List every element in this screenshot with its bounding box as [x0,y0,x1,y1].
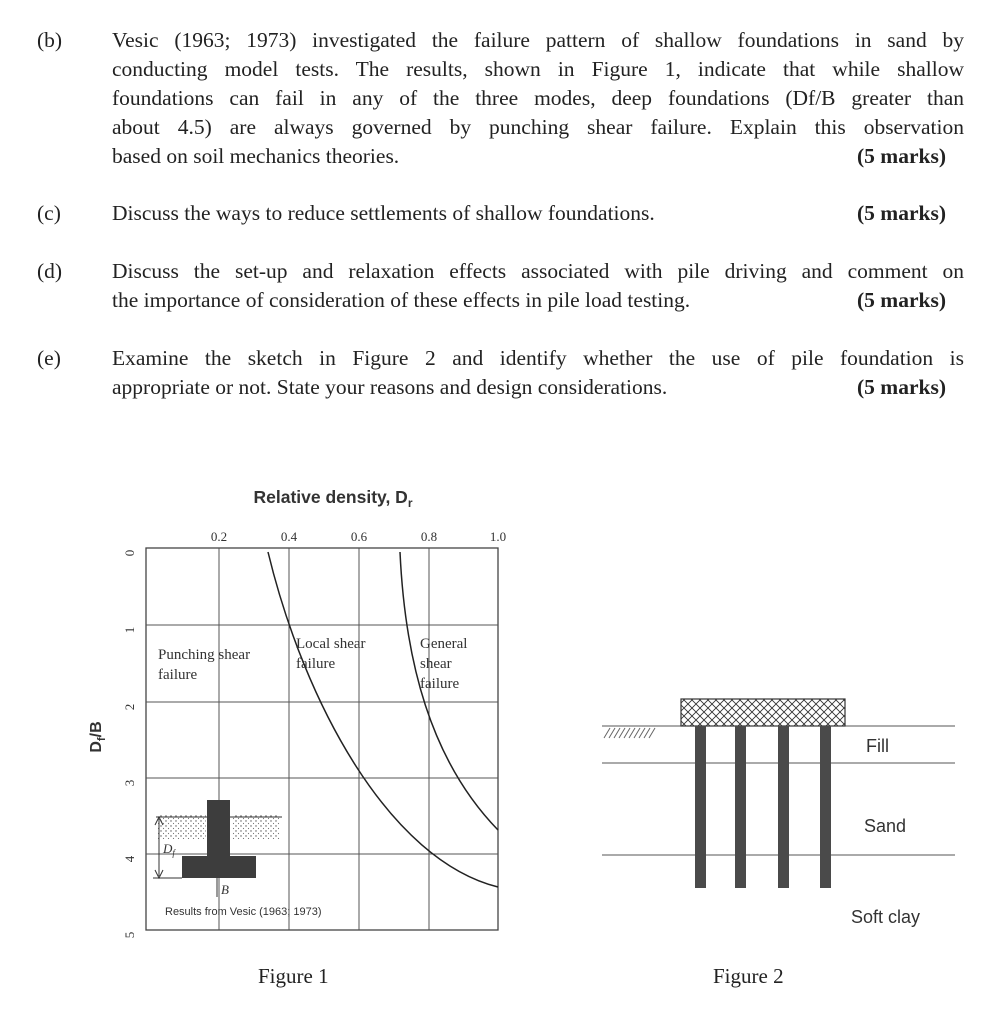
region-label-general: shear [420,656,452,672]
question-label: (b) [37,28,63,52]
pile-cap [681,699,845,726]
marks-badge: (5 marks) [857,375,946,399]
question-text-line: the importance of consideration of these effects in pile load testing. [112,288,691,312]
x-tick-label: 0.4 [280,529,298,544]
layer-label-sand: Sand [864,816,907,836]
x-tick-label: 0.8 [420,529,438,544]
question-text-line: about 4.5) are always governed by punching shear failure. Explain this observation [112,115,964,139]
footing-column [207,800,230,860]
y-tick-label: 2 [122,703,137,711]
layer-labels [851,736,920,927]
pile [778,726,789,888]
question-text-line: conducting model tests. The results, shown in Figure 1, indicate that while shallow [112,57,964,81]
question-text-line: appropriate or not. State your reasons and design considerations. [112,375,668,399]
question-text-line: Examine the sketch in Figure 2 and identify whether the use of pile foundation is [112,346,964,370]
pile [820,726,831,888]
figure-1-ylabel: $D_f/B$ [88,721,108,753]
figure-1-caption: Figure 1 [258,964,329,988]
figure-2-caption: Figure 2 [713,964,784,988]
footing-inset [153,800,282,897]
soil-surface-right [232,815,280,839]
x-tick-labels [211,529,506,544]
question-label: (d) [37,259,63,283]
marks-badge: (5 marks) [857,201,946,225]
question-text-line: based on soil mechanics theories. [112,144,400,168]
pile [735,726,746,888]
region-label-punching: failure [158,667,198,683]
marks-badge: (5 marks) [857,288,946,312]
figure-1-source: Results from Vesic (1963; 1973) [165,906,322,918]
y-tick-labels [122,550,137,939]
boundary-curve-punching-local [268,552,498,887]
y-tick-label: 0 [122,549,137,557]
region-label-local: failure [296,656,336,672]
marks-badge: (5 marks) [857,144,946,168]
question-text-line: Vesic (1963; 1973) investigated the failure pattern of shallow foundations in sand by [112,28,964,52]
question-text-line: foundations can fail in any of the three modes, deep foundations (Df/B greater than [112,86,964,110]
figure-1-title: Relative density, $D_r$ [253,487,413,510]
region-label-general: General [420,636,468,652]
question-text-line: Discuss the set-up and relaxation effects associated with pile driving and comment on [112,259,964,283]
depth-label: $D_f$ [163,841,175,858]
region-label-punching: Punching shear [158,647,251,663]
region-label-local: Local shear [296,636,366,652]
question-text-line: Discuss the ways to reduce settlements of shallow foundations. [112,201,655,225]
question-label: (c) [37,201,61,225]
figure-2-sketch [602,699,955,927]
x-tick-label: 0.2 [210,529,228,544]
region-label-general: failure [420,676,460,692]
pile [695,726,706,888]
layer-label-fill: Fill [866,736,889,756]
soil-surface-left [158,815,206,839]
y-tick-label: 5 [122,931,137,939]
width-label: B [221,882,229,897]
ground-hatch-icon [604,728,655,738]
y-tick-label: 1 [122,626,137,634]
y-tick-label: 3 [122,779,137,787]
question-label: (e) [37,346,61,370]
y-tick-label: 4 [122,855,137,863]
layer-label-soft-clay: Soft clay [851,907,921,927]
x-tick-label: 1.0 [489,529,507,544]
x-tick-label: 0.6 [350,529,368,544]
footing-base [182,856,256,878]
